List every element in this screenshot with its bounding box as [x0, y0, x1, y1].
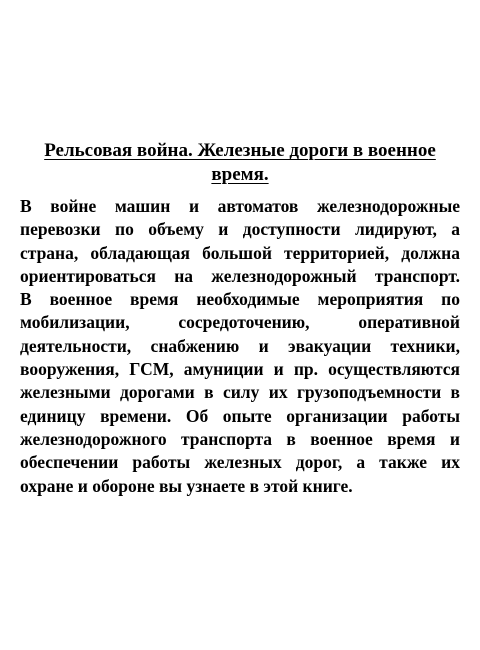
body-line: железными дорогами в силу их грузоподъемности в	[20, 382, 460, 403]
body-line: единицу времени. Об опыте организации работы	[20, 405, 460, 426]
body-line: охране и обороне вы узнаете в этой книге.	[20, 475, 353, 496]
body-line: деятельности, снабжению и эвакуации техники,	[20, 335, 460, 356]
body-line: мобилизации, сосредоточению, оперативной	[20, 312, 460, 333]
body-line: ориентироваться на железнодорожный транспорт.	[20, 265, 460, 286]
document-body	[20, 195, 460, 498]
body-line: железнодорожного транспорта в военное время и	[20, 428, 460, 449]
body-line: перевозки по объему и доступности лидируют, а	[20, 219, 460, 240]
document-title: Рельсовая война. Железные дороги в военное время.	[44, 140, 436, 185]
body-line: страна, обладающая большой территорией, должна	[20, 242, 460, 263]
body-line: обеспечении работы железных дорог, а также их	[20, 452, 460, 473]
body-line: В войне машин и автоматов железнодорожные	[20, 196, 460, 216]
body-line: вооружения, ГСМ, амуниции и пр. осуществляются	[20, 359, 460, 380]
body-line: В военное время необходимые мероприятия по	[20, 289, 460, 310]
